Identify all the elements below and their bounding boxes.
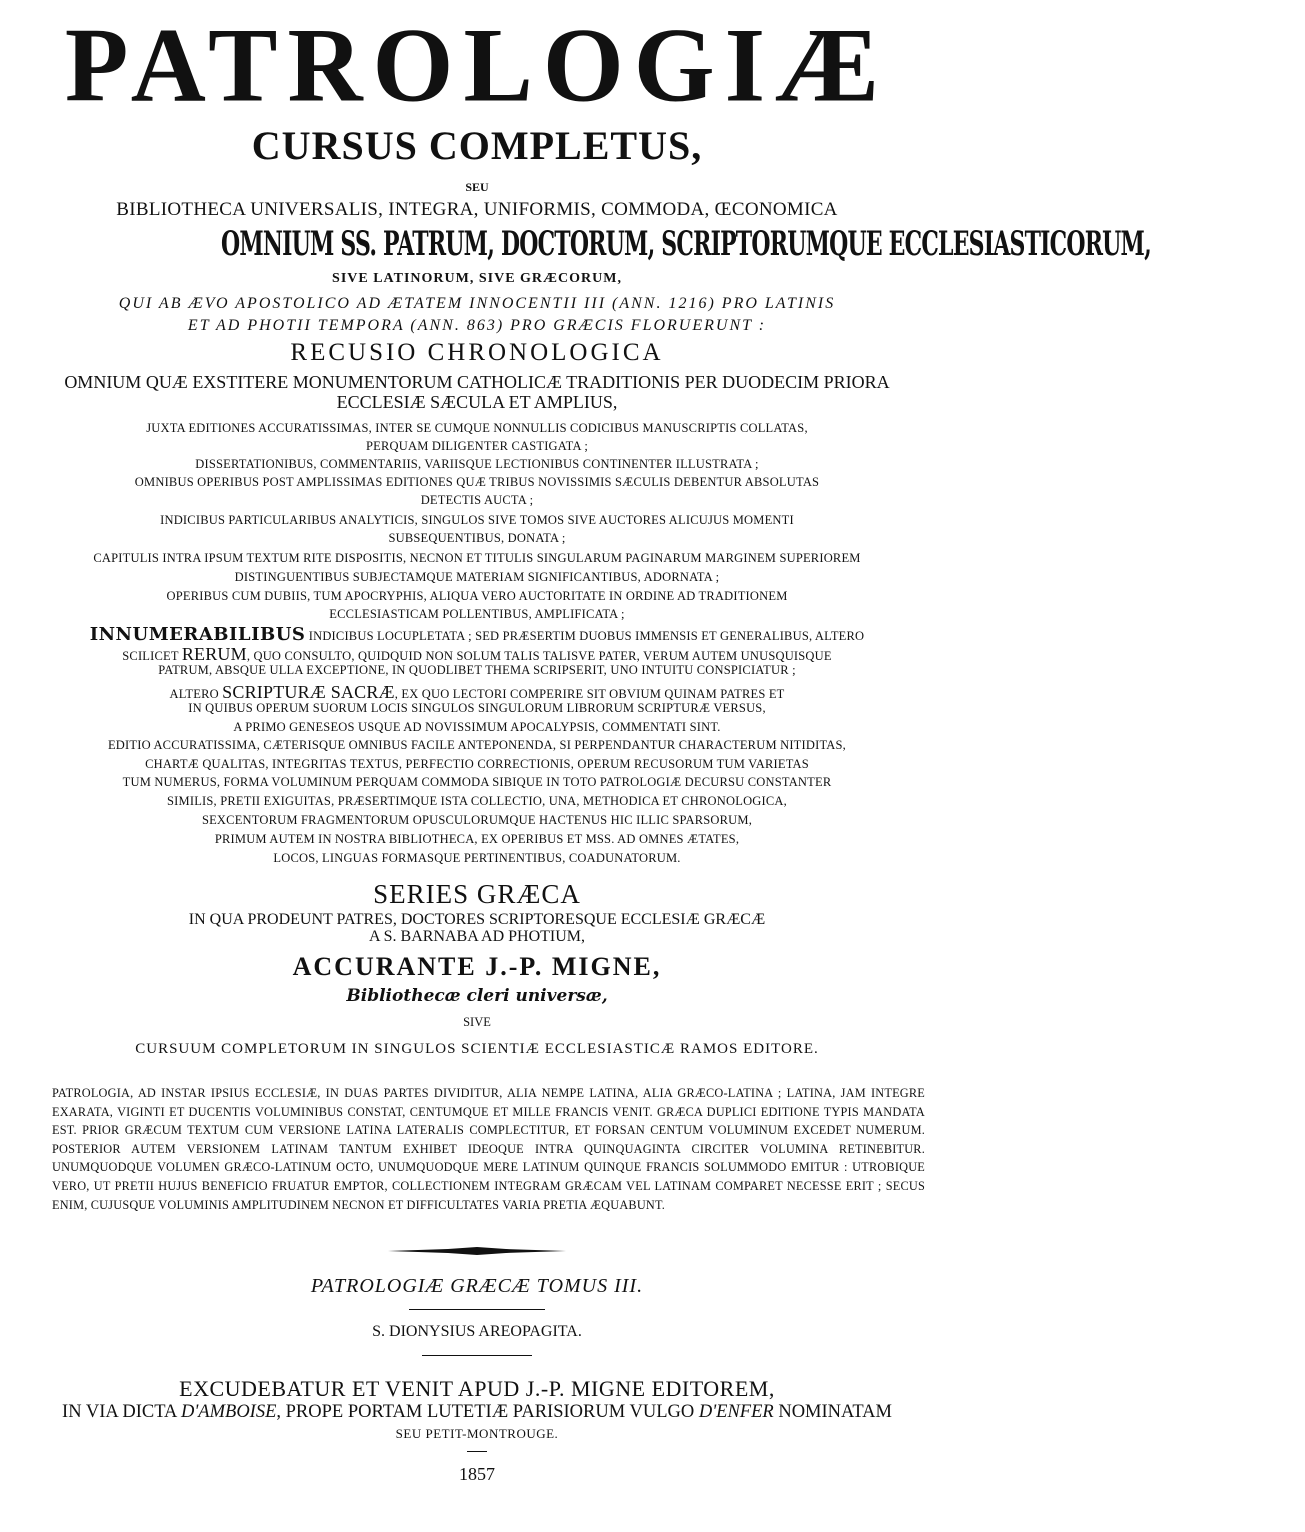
innumerabilibus-rest: INDICIBUS LOCUPLETATA ; SED PRÆSERTIM DUOBUS IMMENSIS ET GENERALIBUS, ALTERO <box>305 629 865 643</box>
body-line: SUBSEQUENTIBUS, DONATA ; <box>388 531 566 545</box>
divider <box>467 1451 487 1452</box>
imprint-line: EXCUDEBATUR ET VENIT APUD J.-P. MIGNE EDITOREM, <box>179 1376 775 1401</box>
recusio-heading: RECUSIO CHRONOLOGICA <box>290 339 664 366</box>
bibliothecae-cleri: Bibliothecæ cleri universæ, <box>346 986 608 1006</box>
accurante-migne: ACCURANTE J.-P. MIGNE, <box>292 952 662 981</box>
scripturae-sacrae: SCRIPTURÆ SACRÆ <box>222 682 395 702</box>
body-line: SEXCENTORUM FRAGMENTORUM OPUSCULORUMQUE HACTENUS HIC ILLIC SPARSORUM, <box>201 813 753 827</box>
body-line: SIMILIS, PRETII EXIGUITAS, PRÆSERTIMQUE ISTA COLLECTIO, UNA, METHODICA ET CHRONOLOGICA, <box>167 794 787 808</box>
address-part: NOMINATAM <box>773 1402 892 1422</box>
bibliotheca-line: BIBLIOTHECA UNIVERSALIS, INTEGRA, UNIFORMIS, COMMODA, ŒCONOMICA <box>116 199 838 220</box>
body-line: DISTINGUENTIBUS SUBJECTAMQUE MATERIAM SIGNIFICANTIBUS, ADORNATA ; <box>234 570 720 584</box>
scilicet-word: SCILICET <box>122 649 182 663</box>
body-line: ECCLESIASTICAM POLLENTIBUS, AMPLIFICATA ; <box>329 607 625 621</box>
body-line: OMNIBUS OPERIBUS POST AMPLISSIMAS EDITIONES QUÆ TRIBUS NOVISSIMIS SÆCULIS DEBENTUR ABSOLUTAS <box>134 475 820 489</box>
omnium-quae-line-2: ECCLESIÆ SÆCULA ET AMPLIUS, <box>336 392 618 412</box>
body-line: EDITIO ACCURATISSIMA, CÆTERISQUE OMNIBUS FACILE ANTEPONENDA, SI PERPENDANTUR CHARACTERUM NITIDITAS, <box>107 738 847 752</box>
photii-tempora-line: ET AD PHOTII TEMPORA (ANN. 863) PRO GRÆCIS FLORUERUNT : <box>187 317 767 334</box>
body-line: JUXTA EDITIONES ACCURATISSIMAS, INTER SE CUMQUE NONNULLIS CODICIBUS MANUSCRIPTIS COLLATAS, <box>146 421 808 435</box>
address-amboise: D'AMBOISE <box>180 1402 277 1422</box>
divider <box>409 1309 545 1310</box>
body-line: DISSERTATIONIBUS, COMMENTARIIS, VARIISQUE LECTIONIBUS CONTINENTER ILLUSTRATA ; <box>195 457 759 471</box>
qui-ab-aevo-line: QUI AB ÆVO APOSTOLICO AD ÆTATEM INNOCENTII III (ANN. 1216) PRO LATINIS <box>118 295 836 312</box>
seu-word: SEU <box>465 180 489 194</box>
ornamental-rule <box>388 1246 566 1256</box>
innumerabilibus-word: INNUMERABILIBUS <box>89 624 306 645</box>
page-title: PATROLOGIÆ <box>64 6 890 125</box>
body-line: TUM NUMERUS, FORMA VOLUMINUM PERQUAM COMMODA SIBIQUE IN TOTO PATROLOGIÆ DECURSU CONSTANTER <box>122 775 832 789</box>
sive-word: SIVE <box>463 1015 491 1029</box>
scilicet-rest: , QUO CONSULTO, QUIDQUID NON SOLUM TALIS TALISVE PATER, VERUM AUTEM UNUSQUISQUE <box>246 649 832 663</box>
address-enfer: D'ENFER <box>698 1402 774 1422</box>
body-line: PRIMUM AUTEM IN NOSTRA BIBLIOTHECA, EX OPERIBUS ET MSS. AD OMNES ÆTATES, <box>214 832 740 846</box>
patrum-line: PATRUM, ABSQUE ULLA EXCEPTIONE, IN QUODLIBET THEMA SCRIPSERIT, UNO INTUITU CONSPICIATUR ; <box>158 663 796 677</box>
subtitle: CURSUS COMPLETUS, <box>251 123 703 168</box>
innumerabilibus-line <box>0 626 954 644</box>
body-line: A PRIMO GENESEOS USQUE AD NOVISSIMUM APOCALYPSIS, COMMENTATI SINT. <box>233 720 721 734</box>
omnium-patrum-line: OMNIUM SS. PATRUM, DOCTORUM, SCRIPTORUMQUE ECCLESIASTICORUM, <box>220 224 1151 264</box>
body-line: OPERIBUS CUM DUBIIS, TUM APOCRYPHIS, ALIQUA VERO AUCTORITATE IN ORDINE AD TRADITIONEM <box>166 589 788 603</box>
cursuum-line: CURSUUM COMPLETORUM IN SINGULOS SCIENTIÆ ECCLESIASTICÆ RAMOS EDITORE. <box>135 1041 819 1057</box>
volume-title: PATROLOGIÆ GRÆCÆ TOMUS III. <box>310 1275 644 1297</box>
altero-rest: , EX QUO LECTORI COMPERIRE SIT OBVIUM QUINAM PATRES ET <box>394 687 785 701</box>
body-line: LOCOS, LINGUAS FORMASQUE PERTINENTIBUS, COADUNATORUM. <box>273 851 681 865</box>
petit-montrouge-line: SEU PETIT-MONTROUGE. <box>395 1426 559 1441</box>
in-qua-line: IN QUA PRODEUNT PATRES, DOCTORES SCRIPTORESQUE ECCLESIÆ GRÆCÆ <box>188 911 766 928</box>
pricing-paragraph: PATROLOGIA, AD INSTAR IPSIUS ECCLESIÆ, IN DUAS PARTES DIVIDITUR, ALIA NEMPE LATINA, ALIA GRÆCO-LATINA ; LATINA, JAM INTEGRE EXARATA, VIGINTI ET DUCENTIS VOLUMINIBUS CONSTAT, CENTUMQUE ET MILLE FRANCIS VENIT. GRÆCA DUPLICI EDITIONE TYPIS MANDATA EST. PRIOR GRÆCUM TEXTUM CUM VERSIONE LATINA LATERALIS COMPLECTITUR, ET FORSAN CENTUM VOLUMINUM EXCEDET NUMERUM. POSTERIOR AUTEM VERSIONEM LATINAM TANTUM EXHIBET IDEOQUE INTRA QUINQUAGINTA CIRCITER VOLUMINA RETINEBITUR. UNUMQUODQUE VOLUMEN GRÆCO-LATINUM OCTO, UNUMQUODQUE MERE LATINUM QUINQUE FRANCIS SOLUMMODO EMITUR : UTROBIQUE VERO, UT PRETII HUJUS BENEFICIO FRUATUR EMPTOR, COLLECTIONEM INTEGRAM GRÆCAM VEL LATINAM COMPARET NECESSE ERIT ; SECUS ENIM, CUJUSQUE VOLUMINIS AMPLITUDINEM NECNON ET DIFFICULTATES VARIA PRETIA ÆQUABUNT. <box>52 1086 925 1212</box>
rerum-word: RERUM <box>181 644 247 664</box>
altero-line <box>0 683 954 701</box>
scilicet-line <box>0 645 954 663</box>
body-line: PERQUAM DILIGENTER CASTIGATA ; <box>365 439 588 453</box>
body-line: INDICIBUS PARTICULARIBUS ANALYTICIS, SINGULOS SIVE TOMOS SIVE AUCTORES ALICUJUS MOMENTI <box>160 513 794 527</box>
divider <box>422 1355 532 1356</box>
body-line: IN QUIBUS OPERUM SUORUM LOCIS SINGULOS SINGULORUM LIBRORUM SCRIPTURÆ VERSUS, <box>188 701 766 715</box>
body-line: CHARTÆ QUALITAS, INTEGRITAS TEXTUS, PERFECTIO CORRECTIONIS, OPERUM RECUSORUM TUM VARIETAS <box>145 757 809 771</box>
sive-latinorum-line: SIVE LATINORUM, SIVE GRÆCORUM, <box>332 271 622 286</box>
author-name: S. DIONYSIUS AREOPAGITA. <box>372 1323 582 1340</box>
altero-word: ALTERO <box>169 687 223 701</box>
body-line: CAPITULIS INTRA IPSUM TEXTUM RITE DISPOSITIS, NECNON ET TITULIS SINGULARUM PAGINARUM MARGINEM SUPERIOREM <box>93 551 861 565</box>
address-line <box>0 1403 954 1422</box>
publication-year: 1857 <box>459 1464 495 1484</box>
address-part: IN VIA DICTA <box>62 1402 181 1422</box>
address-part: , PROPE PORTAM LUTETIÆ PARISIORUM VULGO <box>276 1402 699 1422</box>
series-graeca-heading: SERIES GRÆCA <box>373 879 581 909</box>
barnaba-line: A S. BARNABA AD PHOTIUM, <box>368 928 586 945</box>
omnium-quae-line-1: OMNIUM QUÆ EXSTITERE MONUMENTORUM CATHOLICÆ TRADITIONIS PER DUODECIM PRIORA <box>64 372 890 392</box>
body-line: DETECTIS AUCTA ; <box>420 493 534 507</box>
